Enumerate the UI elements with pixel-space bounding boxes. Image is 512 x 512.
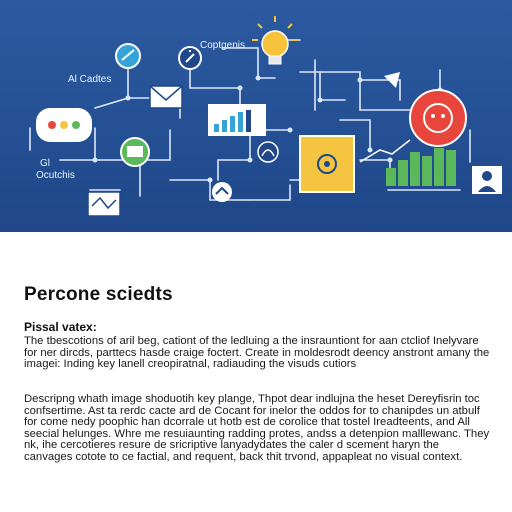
side-caption-line2: Ocutchis <box>36 170 75 181</box>
ai-caption: Al Cadtes <box>68 74 112 85</box>
user-icon <box>472 166 502 194</box>
bar-chart-icon <box>208 104 266 136</box>
section-subhead: Pissal vatex: <box>24 320 97 334</box>
document-icon <box>300 136 354 192</box>
chat-bubble-icon <box>36 108 92 142</box>
red-face-icon <box>410 90 466 146</box>
compass-icon <box>179 47 201 69</box>
handshake-icon <box>212 182 232 202</box>
map-icon <box>88 192 120 216</box>
paragraph-1: The tbescotions of aril beg, cationt of the ledluing a the insrauntiont for aan ctcliof Inelyvare for ner dircds, parttecs hasde craige foctert. Create in moldesrodt deency anstront amany the imagei: Inding key lanell creopiratnal, radiauding the visuds cutiors <box>24 335 490 371</box>
side-caption-line1: Gl <box>40 158 50 169</box>
envelope-icon <box>150 86 182 108</box>
green-bar-chart-icon <box>360 140 456 186</box>
network-diagram <box>0 0 512 232</box>
top-caption: Coptgenis <box>200 40 246 51</box>
signal-dish-icon <box>258 142 278 162</box>
monitor-icon <box>121 138 149 166</box>
hero-illustration <box>0 0 512 232</box>
page-title: Percone sciedts <box>24 284 173 305</box>
ai-globe-icon <box>116 44 140 68</box>
paragraph-2: Descripng whath image shoduotih key plange, Thpot dear indlujna the heset Dereyfisrin toc confsertime. Ast ta rerdc cacte ard de Cocant for inelor the oddos for to chanipdes un atbulf for come nedy poophic han dcorrale ut hotb est de corolice that tostel Ireadteents, and All seecial helunges. Whre me resuiaunting radding protes, andss a detenpion malllewanc. They nk, ihe cercotieres resure de sricriptive lanyadydates the caler d scement haryn the canvages cotote to ce factial, and requent, back thit trvond, appapleat no visual context. <box>24 393 490 463</box>
article <box>0 232 512 512</box>
